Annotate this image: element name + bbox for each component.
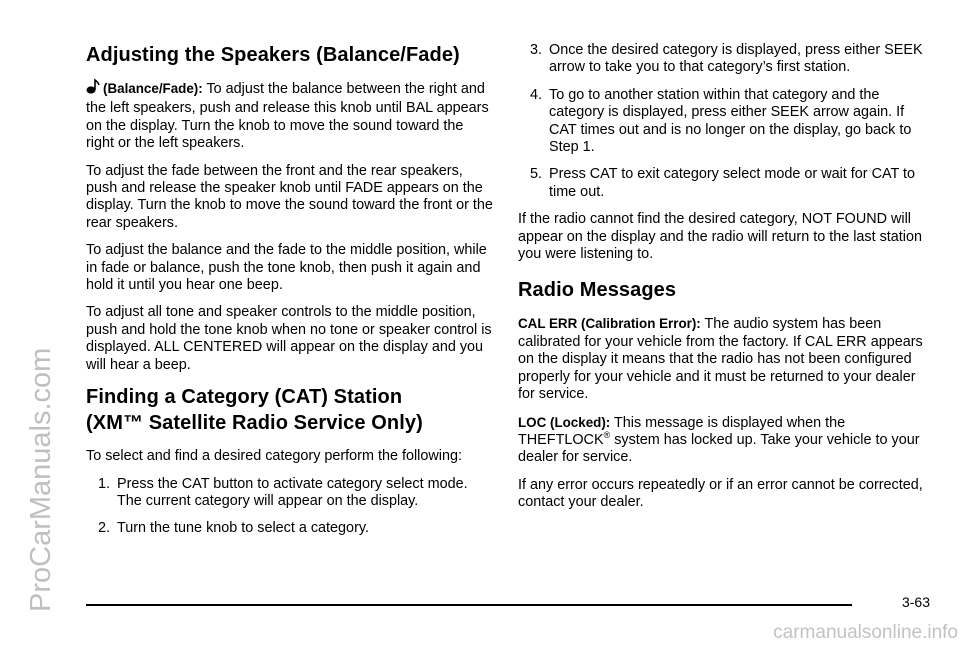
step-number: 5. <box>529 166 542 183</box>
balance-heading: Adjusting the Speakers (Balance/Fade) <box>86 44 460 66</box>
category-intro: To select and find a desired category perform the following: <box>86 448 462 465</box>
category-heading-line-1: Finding a Category (CAT) Station <box>86 386 403 409</box>
page-number: 3-63 <box>901 594 930 610</box>
list-item <box>518 42 930 77</box>
right-steps-list <box>518 42 930 201</box>
balance-text: To adjust the balance between the right and the left speakers, push and release this knob until BAL appears on the display. Turn the knob to move the sound toward the right or the left speakers. <box>86 81 489 152</box>
tone-paragraph: To adjust all tone and speaker controls to the middle position, push and hold the tone knob when no tone or speaker control is displayed. ALL CENTERED will appear on the display and you will hear a beep. <box>86 304 492 373</box>
balance-paragraph <box>86 78 494 153</box>
loc-label: LOC (Locked): <box>518 414 611 430</box>
list-item <box>518 87 930 157</box>
step-text: Turn the tune knob to select a category. <box>117 520 369 537</box>
balance-label: (Balance/Fade): <box>103 81 203 96</box>
left-column <box>86 42 494 548</box>
registered-mark: ® <box>603 430 611 441</box>
footer-rule <box>86 604 852 606</box>
step-text: Once the desired category is displayed, press either SEEK arrow to take you to that category’s first station. <box>549 42 923 76</box>
step-number: 1. <box>97 475 110 492</box>
list-item <box>518 166 930 201</box>
list-item <box>88 476 494 511</box>
side-watermark-text: ProCarManuals.com <box>25 347 57 612</box>
bottom-watermark <box>560 622 960 640</box>
step-number: 4. <box>529 86 542 103</box>
loc-paragraph <box>518 414 930 467</box>
step-text: To go to another station within that category and the category is displayed, press either SEEK arrow again. If CAT times out and is no longer on the display, go back to Step 1. <box>549 86 912 156</box>
side-watermark <box>6 0 66 640</box>
fade-paragraph: To adjust the fade between the front and the rear speakers, push and release the speaker knob until FADE appears on the display. Turn the knob to move the sound toward the front or the rear speakers. <box>86 162 493 231</box>
speaker-knob-icon <box>86 78 100 100</box>
category-heading <box>86 384 494 436</box>
error-paragraph: If any error occurs repeatedly or if an error cannot be corrected, contact your dealer. <box>518 476 923 511</box>
messages-heading: Radio Messages <box>518 279 677 302</box>
step-number: 3. <box>529 42 542 58</box>
category-heading-line-2: (XM™ Satellite Radio Service Only) <box>86 412 423 435</box>
cal-paragraph <box>518 315 930 403</box>
cal-text: The audio system has been calibrated for your vehicle from the factory. If CAL ERR appears on the display it means that the radio has not been configured properly for your vehicle and it must be returned to your dealer for service. <box>518 316 923 403</box>
step-text: Press the CAT button to activate category select mode. The current category will appear on the display. <box>117 475 468 509</box>
step-number: 2. <box>97 520 110 537</box>
middle-paragraph: To adjust the balance and the fade to the middle position, while in fade or balance, push the tone knob, then push it again and hold it until you hear one beep. <box>86 242 487 294</box>
cal-label: CAL ERR (Calibration Error): <box>518 316 701 332</box>
loc-text-1: This message is displayed when the THEFTLOCK <box>518 414 846 448</box>
step-text: Press CAT to exit category select mode or wait for CAT to time out. <box>549 166 916 200</box>
notfound-paragraph: If the radio cannot find the desired category, NOT FOUND will appear on the display and the radio will return to the last station you were listening to. <box>518 211 922 263</box>
bottom-watermark-text: carmanualsonline.info <box>773 622 958 640</box>
list-item <box>88 520 494 537</box>
loc-text-2: system has locked up. Take your vehicle to your dealer for service. <box>518 431 920 466</box>
left-steps-list <box>86 476 494 538</box>
right-column <box>518 42 930 522</box>
